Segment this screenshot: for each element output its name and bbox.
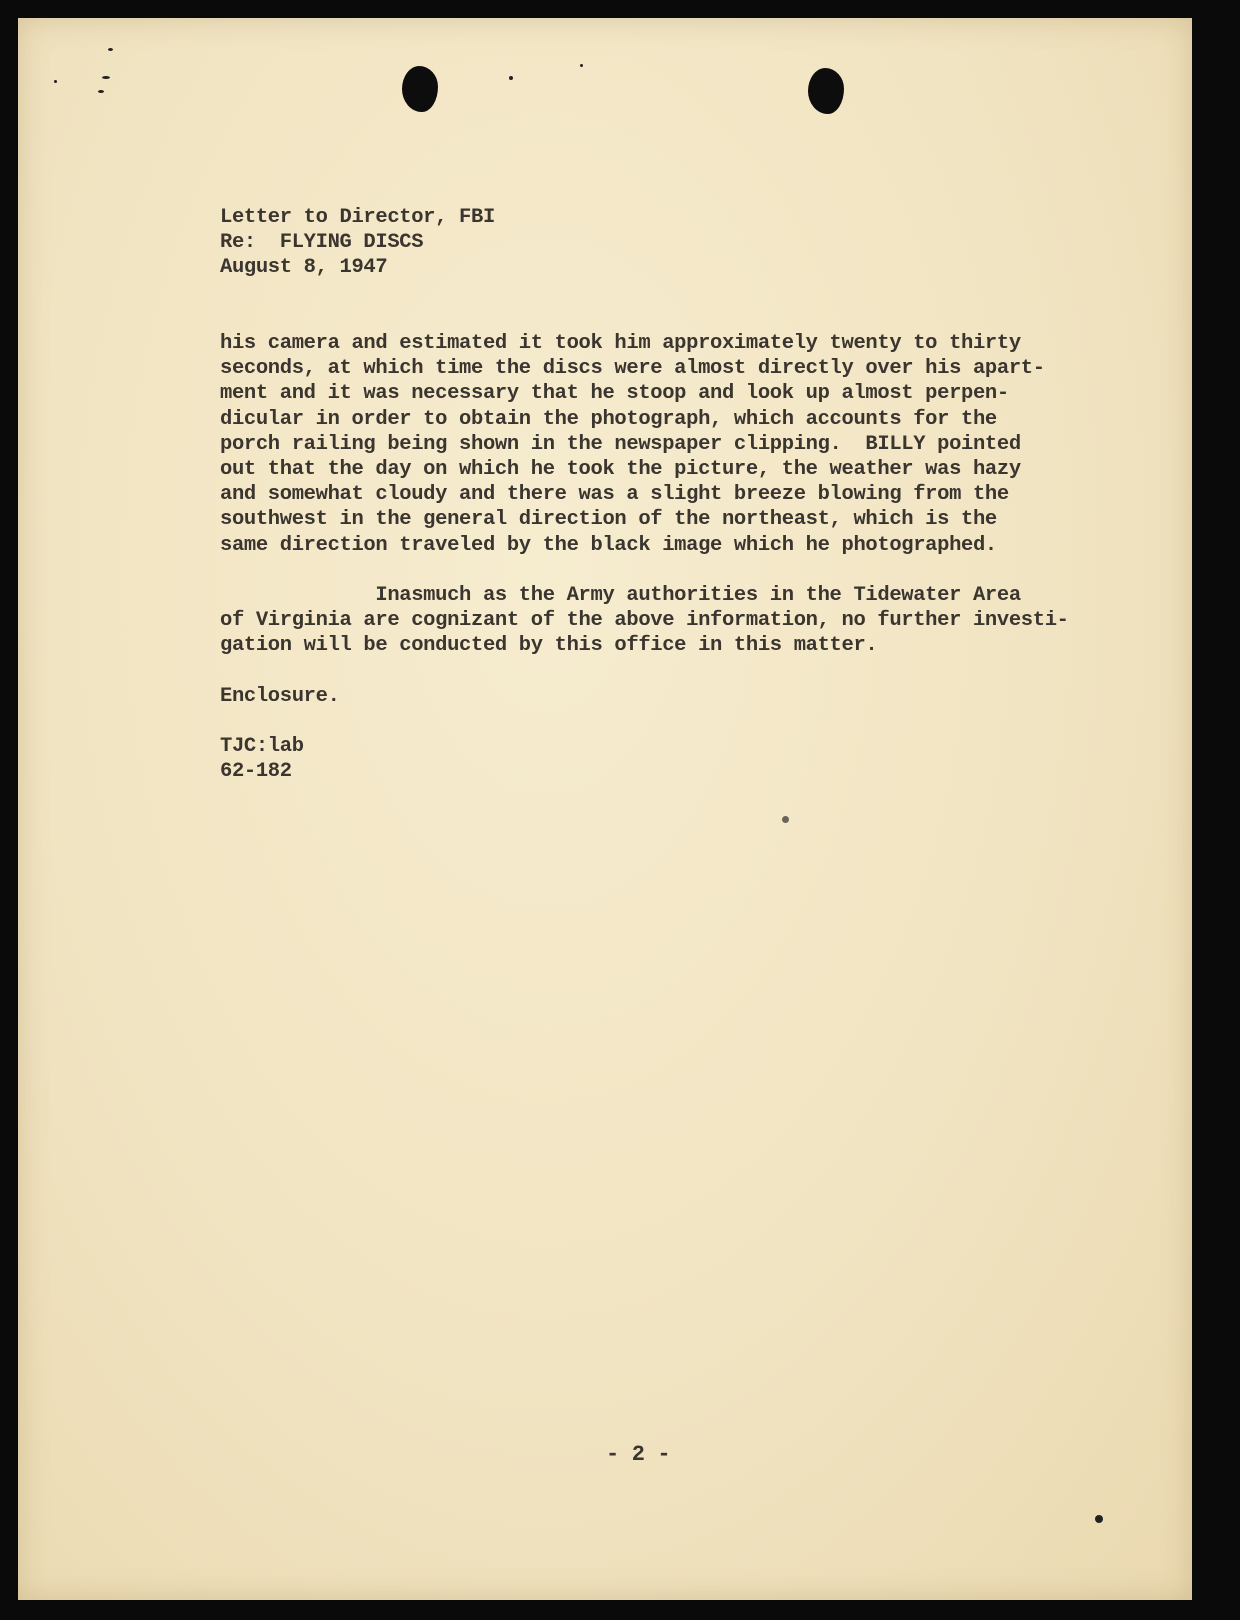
ink-speck — [54, 80, 57, 83]
reference-block — [220, 734, 304, 784]
page-number: - 2 - — [606, 1442, 671, 1467]
ink-speck — [1095, 1515, 1103, 1523]
letter-header — [220, 205, 495, 281]
punch-hole-right — [808, 68, 844, 114]
punch-hole-left — [402, 66, 438, 112]
body-paragraph-1: his camera and estimated it took him approximately twenty to thirty seconds, at which time the discs were almost directly over his apart- ment and it was necessary that he stoop and look up almost perpen- dicular in order to obtain the photograph, which accounts for the porch railing being shown in the newspaper clipping. BILLY pointed out that the day on which he took the picture, the weather was hazy and somewhat cloudy and there was a slight breeze blowing from the southwest in the general direction of the northeast, which is the same direction traveled by the black image which he photographed. — [220, 332, 1045, 557]
ink-speck — [108, 48, 113, 51]
ink-speck — [580, 64, 583, 67]
ink-speck — [782, 816, 789, 823]
ink-speck — [102, 76, 110, 79]
ink-speck — [509, 76, 513, 80]
body-paragraph-2: Inasmuch as the Army authorities in the Tidewater Area of Virginia are cognizant of the above information, no further investi- gation will be conducted by this office in this matter. — [220, 584, 1069, 658]
header-recipient: Letter to Director, FBI — [220, 206, 495, 229]
document-page — [18, 18, 1192, 1600]
ink-speck — [98, 90, 104, 93]
file-number: 62-182 — [220, 760, 292, 784]
typist-initials: TJC:lab — [220, 735, 304, 758]
header-date: August 8, 1947 — [220, 256, 388, 280]
header-subject: Re: FLYING DISCS — [220, 231, 424, 255]
enclosure-note: Enclosure. — [220, 685, 340, 708]
